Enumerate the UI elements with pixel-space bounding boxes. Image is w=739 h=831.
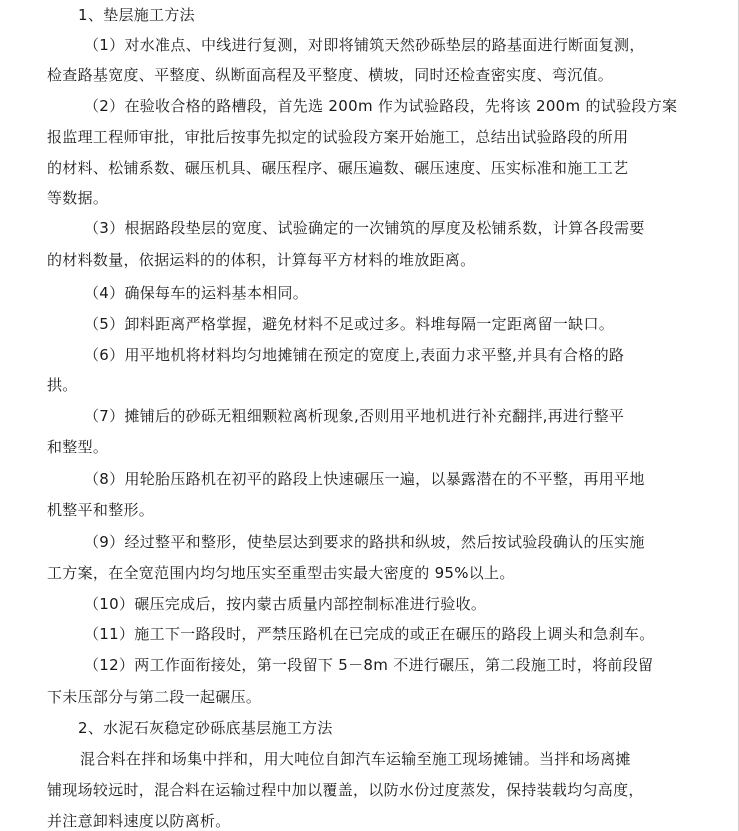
paragraph-line: 并注意卸料速度以防离析。 xyxy=(47,812,231,830)
paragraph-line: （11）施工下一路段时，严禁压路机在已完成的或正在碾压的路段上调头和急刹车。 xyxy=(84,625,655,643)
paragraph-line: （7）摊铺后的砂砾无粗细颗粒离析现象,否则用平地机进行补充翻拌,再进行整平 xyxy=(84,407,625,425)
paragraph-line: （1）对水准点、中线进行复测，对即将铺筑天然砂砾垫层的路基面进行断面复测， xyxy=(84,36,645,54)
paragraph-line: 下未压部分与第二段一起碾压。 xyxy=(47,688,262,706)
paragraph-line: （6）用平地机将材料均匀地摊铺在预定的宽度上,表面力求平整,并具有合格的路 xyxy=(84,346,625,364)
paragraph-line: 检查路基宽度、平整度、纵断面高程及平整度、横坡，同时还检查密实度、弯沉值。 xyxy=(47,66,614,84)
paragraph-line: 等数据。 xyxy=(47,189,109,207)
paragraph-line: （3）根据路段垫层的宽度、试验确定的一次铺筑的厚度及松铺系数，计算各段需要 xyxy=(84,219,645,237)
paragraph-line: 和整型。 xyxy=(47,438,109,456)
paragraph-line: 铺现场较远时，混合料在运输过程中加以覆盖，以防水份过度蒸发，保持装载均匀高度， xyxy=(47,781,644,799)
paragraph-line: （2）在验收合格的路槽段，首先选 200m 作为试验路段，先将该 200m 的试验段方案 xyxy=(84,97,678,115)
paragraph-line: （8）用轮胎压路机在初平的路段上快速碾压一遍，以暴露潜在的不平整，再用平地 xyxy=(84,470,645,488)
paragraph-line: 工方案，在全宽范围内均匀地压实至重型击实最大密度的 95%以上。 xyxy=(47,564,515,582)
paragraph-line: （12）两工作面衔接处，第一段留下 5－8m 不进行碾压，第二段施工时，将前段留 xyxy=(84,656,654,674)
section-heading: 2、水泥石灰稳定砂砾底基层施工方法 xyxy=(78,719,333,737)
paragraph-line: 的材料数量，依据运料的的体积，计算每平方材料的堆放距离。 xyxy=(47,251,476,269)
section-heading: 1、垫层施工方法 xyxy=(78,6,195,24)
paragraph-line: （4）确保每车的运料基本相同。 xyxy=(84,284,309,302)
paragraph-line: 机整平和整形。 xyxy=(47,501,155,519)
paragraph-line: （9）经过整平和整形，使垫层达到要求的路拱和纵坡，然后按试验段确认的压实施 xyxy=(84,533,645,551)
paragraph-line: 混合料在拌和场集中拌和，用大吨位自卸汽车运输至施工现场摊铺。当拌和场离摊 xyxy=(80,750,631,768)
paragraph-line: （10）碾压完成后，按内蒙古质量内部控制标准进行验收。 xyxy=(84,595,487,613)
paragraph-line: （5）卸料距离严格掌握，避免材料不足或过多。料堆每隔一定距离留一缺口。 xyxy=(84,315,615,333)
paragraph-line: 的材料、松铺系数、碾压机具、碾压程序、碾压遍数、碾压速度、压实标准和施工工艺 xyxy=(47,159,629,177)
paragraph-line: 报监理工程师审批，审批后按事先拟定的试验段方案开始施工，总结出试验路段的所用 xyxy=(47,128,629,146)
paragraph-line: 拱。 xyxy=(47,376,78,394)
